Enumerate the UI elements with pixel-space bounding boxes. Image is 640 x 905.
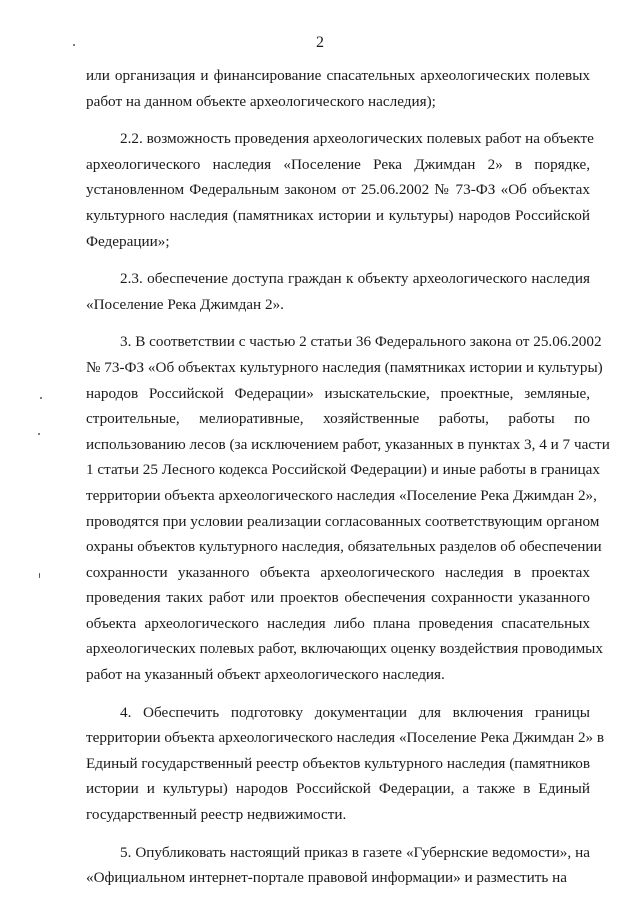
text-line: археологических полевых работ, включающих оценку воздействия проводимых xyxy=(86,640,603,658)
text-line: объекта археологического наследия либо плана проведения спасательных xyxy=(86,614,590,632)
page-number: 2 xyxy=(316,34,324,51)
text-line: работ на указанный объект археологического наследия. xyxy=(86,666,445,684)
text-line: проводятся при условии реализации согласованных соответствующим органом xyxy=(86,512,600,530)
text-line: № 73-ФЗ «Об объектах культурного наследия (памятниках истории и культуры) xyxy=(86,358,603,376)
paragraph xyxy=(86,840,590,891)
text-line: работ на данном объекте археологического наследия); xyxy=(86,92,436,110)
text-line: 3. В соответствии с частью 2 статьи 36 Федерального закона от 25.06.2002 xyxy=(120,333,602,351)
text-line: культурного наследия (памятниках истории и культуры) народов Российской xyxy=(86,206,590,224)
scan-speck xyxy=(73,44,75,46)
scan-speck xyxy=(39,573,40,578)
paragraph-gap xyxy=(86,828,590,840)
paragraph-gap xyxy=(86,317,590,329)
paragraph xyxy=(86,63,590,114)
text-line: 2.2. возможность проведения археологических полевых работ на объекте xyxy=(120,130,594,148)
text-line: сохранности указанного объекта археологического наследия в проектах xyxy=(86,563,590,581)
text-line: археологического наследия «Поселение Река Джимдан 2» в порядке, xyxy=(86,155,590,173)
text-line: или организация и финансирование спасательных археологических полевых xyxy=(86,67,590,84)
text-line: проведения таких работ или проектов обеспечения сохранности указанного xyxy=(86,589,590,607)
text-line: территории объекта археологического наследия «Поселение Река Джимдан 2», xyxy=(86,486,597,504)
text-line: 2.3. обеспечение доступа граждан к объекту археологического наследия xyxy=(120,270,590,288)
scan-speck xyxy=(38,433,40,435)
text-line: государственный реестр недвижимости. xyxy=(86,806,347,824)
paragraph-gap xyxy=(86,114,590,126)
paragraph xyxy=(86,126,594,254)
text-line: использованию лесов (за исключением работ, указанных в пунктах 3, 4 и 7 части xyxy=(86,435,610,453)
text-line: территории объекта археологического наследия «Поселение Река Джимдан 2» в xyxy=(86,729,605,747)
text-line: 5. Опубликовать настоящий приказ в газете «Губернские ведомости», на xyxy=(120,843,590,861)
text-line: народов Российской Федерации» изыскательские, проектные, земляные, xyxy=(86,384,590,402)
paragraph-gap xyxy=(86,254,590,266)
text-line: Единый государственный реестр объектов культурного наследия (памятников xyxy=(86,754,590,772)
text-line: 1 статьи 25 Лесного кодекса Российской Федерации) и иные работы в границах xyxy=(86,461,600,479)
text-line: 4. Обеспечить подготовку документации для включения границы xyxy=(120,703,590,721)
scan-speck xyxy=(40,397,42,399)
text-line: «Официальном интернет-портале правовой информации» и разместить на xyxy=(86,869,568,887)
text-line: истории и культуры) народов Российской Федерации, а также в Единый xyxy=(86,780,590,798)
text-line: «Поселение Река Джимдан 2». xyxy=(86,295,284,313)
paragraph xyxy=(86,329,610,687)
paragraph-gap xyxy=(86,688,590,700)
text-line: установленном Федеральным законом от 25.06.2002 № 73-ФЗ «Об объектах xyxy=(86,181,590,199)
text-line: строительные, мелиоративные, хозяйственные работы, работы по xyxy=(86,410,590,428)
text-line: Федерации»; xyxy=(86,232,170,250)
paragraph xyxy=(86,266,590,317)
document-body xyxy=(86,63,610,891)
text-line: охраны объектов культурного наследия, обязательных разделов об обеспечении xyxy=(86,538,602,556)
paragraph xyxy=(86,700,605,828)
